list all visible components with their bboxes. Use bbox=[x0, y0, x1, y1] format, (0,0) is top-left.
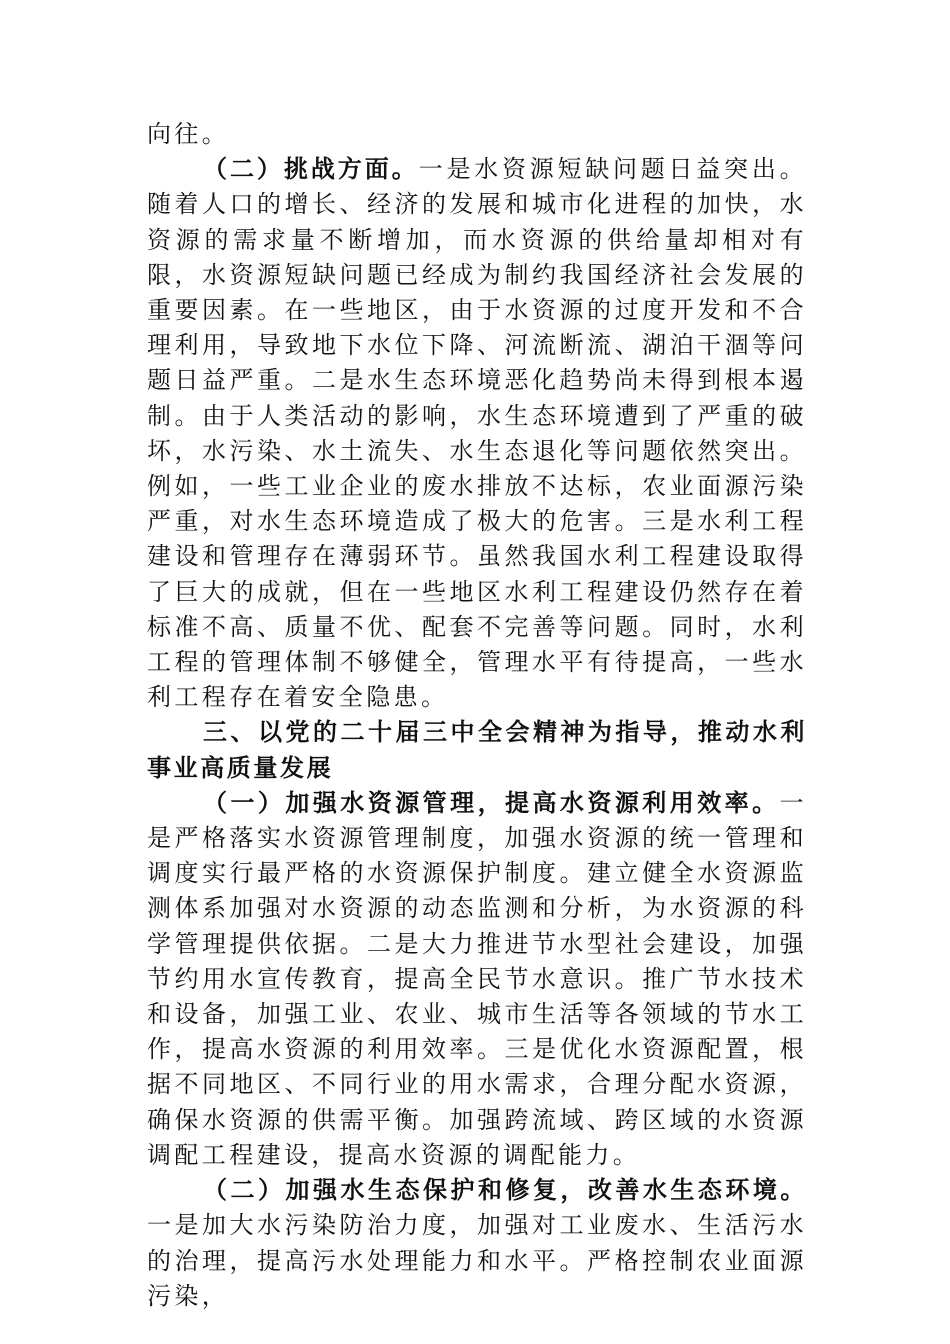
paragraph-text: 一是加大水污染防治力度，加强对工业废水、生活污水的治理，提高污水处理能力和水平。严格控制农业面源污染， bbox=[147, 1211, 807, 1310]
paragraph-lead: （一）加强水资源管理，提高水资源利用效率。 bbox=[203, 788, 780, 817]
paragraph-text: 一是水资源短缺问题日益突出。随着人口的增长、经济的发展和城市化进程的加快，水资源的需求量不断增加，而水资源的供给量却相对有限，水资源短缺问题已经成为制约我国经济社会发展的重要因素。在一些地区，由于水资源的过度开发和不合理利用，导致地下水位下降、河流断流、湖泊干涸等问题日益严重。二是水生态环境恶化趋势尚未得到根本遏制。由于人类活动的影响，水生态环境遭到了严重的破坏，水污染、水土流失、水生态退化等问题依然突出。例如，一些工业企业的废水排放不达标，农业面源污染严重，对水生态环境造成了极大的危害。三是水利工程建设和管理存在薄弱环节。虽然我国水利工程建设取得了巨大的成就，但在一些地区水利工程建设仍然存在着标准不高、质量不优、配套不完善等问题。同时，水利工程的管理体制不够健全，管理水平有待提高，一些水利工程存在着安全隐患。 bbox=[147, 155, 807, 712]
paragraph-water-ecology bbox=[147, 1173, 807, 1314]
paragraph-challenges bbox=[147, 152, 807, 715]
section-heading: 三、以党的二十届三中全会精神为指导，推动水利事业高质量发展 bbox=[147, 718, 807, 782]
document-page bbox=[147, 117, 807, 1314]
paragraph-continuation: 向往。 bbox=[147, 120, 230, 148]
paragraph-text: 一是严格落实水资源管理制度，加强水资源的统一管理和调度实行最严格的水资源保护制度。建立健全水资源监测体系加强对水资源的动态监测和分析，为水资源的科学管理提供依据。二是大力推进节水型社会建设，加强节约用水宣传教育，提高全民节水意识。推广节水技术和设备，加强工业、农业、城市生活等各领域的节水工作，提高水资源的利用效率。三是优化水资源配置，根据不同地区、不同行业的用水需求，合理分配水资源，确保水资源的供需平衡。加强跨流域、跨区域的水资源调配工程建设，提高水资源的调配能力。 bbox=[147, 788, 807, 1169]
paragraph-lead: （二）加强水生态保护和修复，改善水生态环境。 bbox=[203, 1176, 807, 1205]
paragraph-water-resource-management bbox=[147, 786, 807, 1173]
paragraph-lead: （二）挑战方面。 bbox=[203, 155, 419, 184]
